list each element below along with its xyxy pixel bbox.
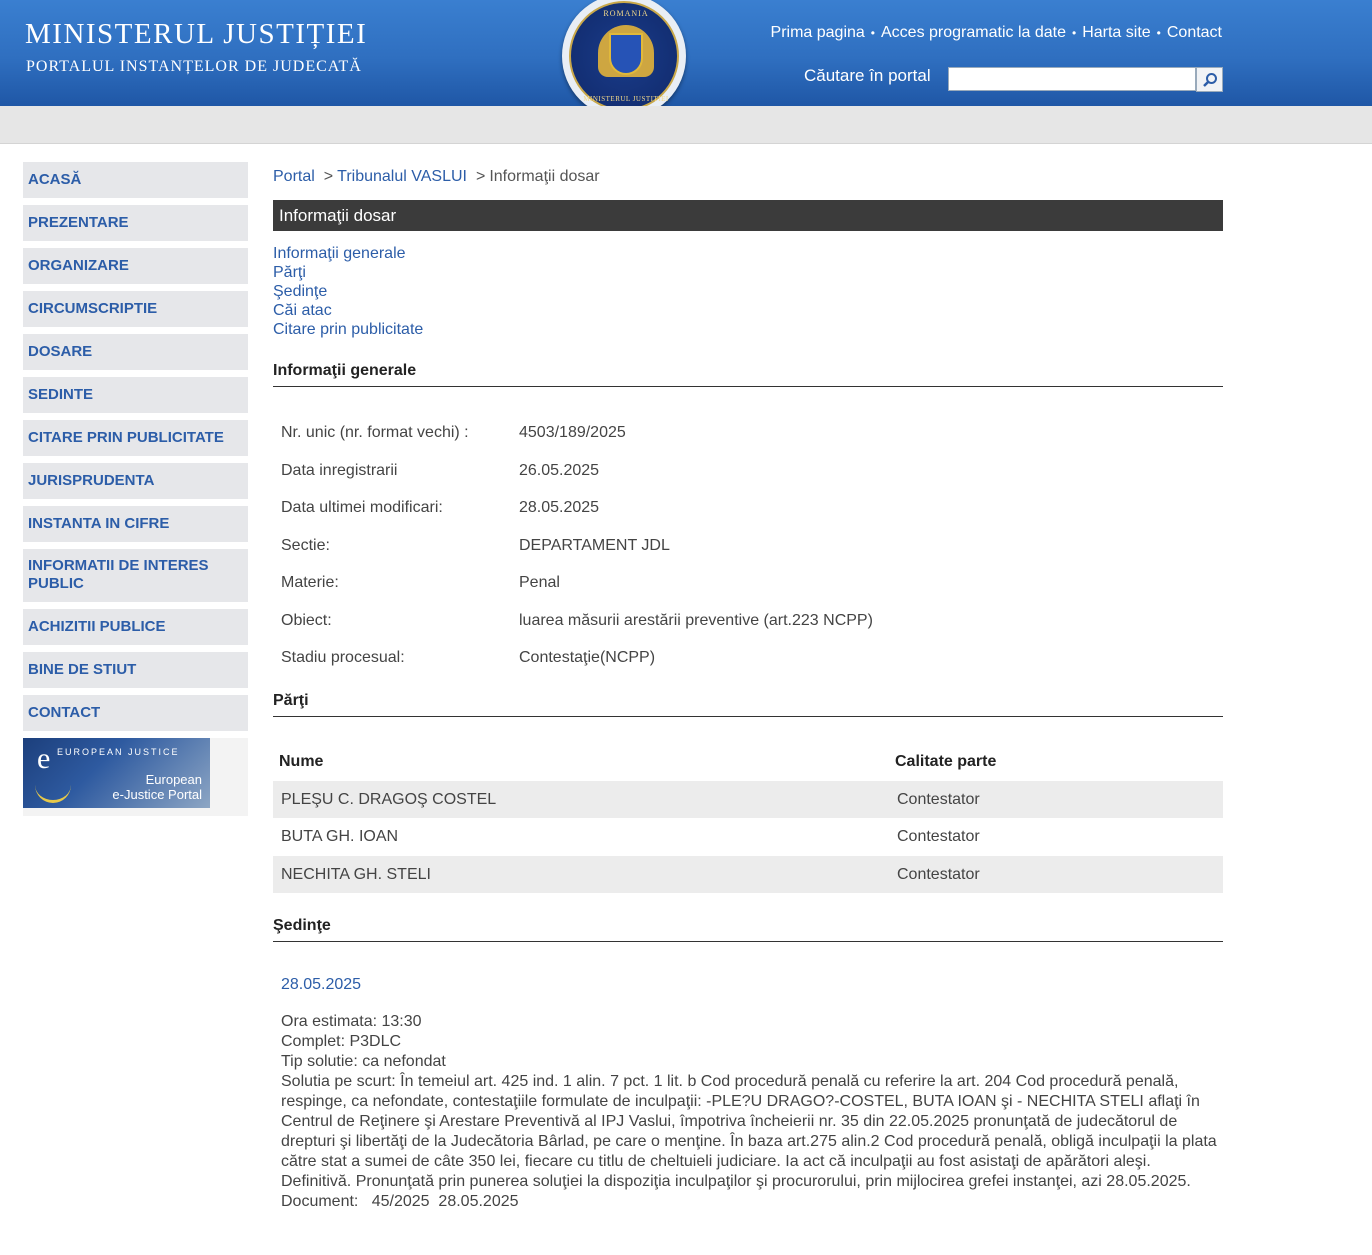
link-sedinte[interactable]: Şedinţe xyxy=(273,283,328,300)
info-label: Data inregistrarii xyxy=(281,461,398,479)
shield-icon xyxy=(609,33,643,75)
hearing-document: Document: 45/2025 28.05.2025 xyxy=(281,1193,519,1210)
party-role: Contestator xyxy=(897,828,980,845)
column-header-nume: Nume xyxy=(279,752,324,770)
sidebar-item-circumscriptie[interactable]: CIRCUMSCRIPTIE xyxy=(23,291,248,327)
sidebar-item-dosare[interactable]: DOSARE xyxy=(23,334,248,370)
nav-harta-site[interactable]: Harta site xyxy=(1082,24,1151,41)
info-label: Sectie: xyxy=(281,536,330,554)
section-heading-parti: Părţi xyxy=(273,692,1223,717)
info-label: Obiect: xyxy=(281,611,332,629)
info-value: luarea măsurii arestării preventive (art.223 NCPP) xyxy=(519,611,873,629)
nav-separator: • xyxy=(1156,26,1161,40)
sidebar-item-achizitii[interactable]: ACHIZITII PUBLICE xyxy=(23,609,248,645)
ejustice-logo-text: EUROPEAN JUSTICE xyxy=(57,747,180,757)
search-label: Căutare în portal xyxy=(804,66,931,85)
top-nav xyxy=(771,24,1222,42)
breadcrumb-separator: > xyxy=(323,168,334,185)
info-row xyxy=(273,487,1223,525)
sidebar-item-sedinte[interactable]: SEDINTE xyxy=(23,377,248,413)
info-label: Stadiu procesual: xyxy=(281,649,405,666)
nav-acces-programatic[interactable]: Acces programatic la date xyxy=(881,24,1066,41)
info-value: 28.05.2025 xyxy=(519,499,600,516)
info-row xyxy=(273,412,1223,450)
hearing-details xyxy=(281,1012,1221,1212)
column-header-calitate: Calitate parte xyxy=(895,752,997,770)
sidebar-item-bine-de-stiut[interactable]: BINE DE STIUT xyxy=(23,652,248,688)
ejustice-caption xyxy=(112,772,202,802)
info-row xyxy=(273,600,1223,638)
info-value: DEPARTAMENT JDL xyxy=(519,536,670,554)
sidebar-item-contact[interactable]: CONTACT xyxy=(23,695,248,731)
main-content xyxy=(273,168,1223,1212)
sidebar-item-prezentare[interactable]: PREZENTARE xyxy=(23,205,248,241)
info-label: Materie: xyxy=(281,574,339,591)
site-header xyxy=(0,0,1372,106)
table-row xyxy=(273,781,1223,819)
parties-table-header xyxy=(273,743,1223,781)
info-value: Contestaţie(NCPP) xyxy=(519,649,656,666)
site-title[interactable]: MINISTERUL JUSTIȚIEI xyxy=(25,18,368,50)
hearing-solution-summary: Solutia pe scurt: În temeiul art. 425 ind. 1 alin. 7 pct. 1 lit. b Cod procedură penală cu referire la art. 204 Cod procedură penală, respinge, ca nefondate, contestaţiile formulate de inculpaţii: -PLE?U DRAGO?-COSTEL, BUTA IOAN şi - NECHITA STELI aflaţi în Centrul de Reţinere şi Arestare Preventivă al IPJ Vaslui, împotriva încheierii nr. 35 din 22.05.2025 pronunţată de judecătorul de drepturi şi libertăţi de la Judecătoria Bârlad, pe care o menţine. În baza art.275 alin.2 Cod procedură penală, obligă inculpaţii la plata către stat a sumei de câte 350 lei, fiecare cu titlu de cheltuieli judiciare. Ia act că inculpaţii au fost asistaţi de apărători aleşi. Definitivă. Pronunţată prin punerea soluţiei la dispoziţia inculpaţilor şi procurorului, prin mijlocirea grefei instanţei, azi 28.05.2025. xyxy=(281,1073,1217,1190)
link-parti[interactable]: Părţi xyxy=(273,264,306,281)
info-value: Penal xyxy=(519,574,560,591)
link-citare-publicitate[interactable]: Citare prin publicitate xyxy=(273,321,424,338)
emblem-seal xyxy=(569,1,679,111)
ejustice-portal-banner[interactable] xyxy=(23,738,248,816)
info-label: Nr. unic (nr. format vechi) : xyxy=(281,424,469,441)
sidebar-item-organizare[interactable]: ORGANIZARE xyxy=(23,248,248,284)
info-row xyxy=(273,450,1223,488)
section-heading-sedinte: Şedinţe xyxy=(273,917,1223,942)
sidebar-item-citare[interactable]: CITARE PRIN PUBLICITATE xyxy=(23,420,248,456)
info-row xyxy=(273,562,1223,600)
ejustice-caption-line1: European xyxy=(145,772,202,787)
table-row xyxy=(273,818,1223,856)
emblem-text-bottom: MINISTERUL JUSTITIEI xyxy=(583,95,669,103)
breadcrumb-portal[interactable]: Portal xyxy=(273,168,315,185)
site-subtitle[interactable]: PORTALUL INSTANȚELOR DE JUDECATĂ xyxy=(26,58,362,75)
party-name: BUTA GH. IOAN xyxy=(281,828,399,845)
sidebar-item-interes-public[interactable]: INFORMATII DE INTERES PUBLIC xyxy=(23,549,248,602)
hearing-panel: Complet: P3DLC xyxy=(281,1033,402,1050)
info-row xyxy=(273,525,1223,563)
hearing-date: 28.05.2025 xyxy=(281,976,362,993)
info-value: 4503/189/2025 xyxy=(519,424,626,441)
link-informatii-generale[interactable]: Informaţii generale xyxy=(273,245,406,262)
party-role: Contestator xyxy=(897,865,980,883)
breadcrumb-current: Informaţii dosar xyxy=(489,168,600,185)
info-row xyxy=(273,637,1223,675)
ejustice-logo-e: e xyxy=(37,742,51,775)
section-links xyxy=(273,244,1223,339)
search-input[interactable] xyxy=(948,67,1196,91)
sidebar-item-instanta-in-cifre[interactable]: INSTANTA IN CIFRE xyxy=(23,506,248,542)
party-role: Contestator xyxy=(897,790,980,808)
search-button[interactable] xyxy=(1196,67,1223,92)
sidebar-item-jurisprudenta[interactable]: JURISPRUDENTA xyxy=(23,463,248,499)
breadcrumb-tribunal[interactable]: Tribunalul VASLUI xyxy=(337,168,467,185)
info-value: 26.05.2025 xyxy=(519,461,600,479)
general-info-table xyxy=(273,412,1223,675)
header-gray-band xyxy=(0,106,1372,144)
page-title: Informaţii dosar xyxy=(273,200,1223,231)
emblem-text-top: ROMANIA xyxy=(603,9,649,18)
party-name: NECHITA GH. STELI xyxy=(281,865,431,883)
hearing-solution-type: Tip solutie: ca nefondat xyxy=(281,1053,446,1070)
hearing-estimated-time: Ora estimata: 13:30 xyxy=(281,1013,422,1030)
nav-separator: • xyxy=(1071,26,1077,40)
sidebar-menu xyxy=(23,162,248,816)
nav-separator: • xyxy=(870,26,875,40)
ejustice-banner-image xyxy=(23,738,210,808)
link-cai-atac[interactable]: Căi atac xyxy=(273,302,332,319)
nav-prima-pagina[interactable]: Prima pagina xyxy=(770,24,865,41)
nav-contact[interactable]: Contact xyxy=(1166,24,1222,41)
ejustice-caption-line2: e-Justice Portal xyxy=(112,787,202,802)
breadcrumb xyxy=(273,168,1223,190)
scales-icon xyxy=(35,780,71,803)
party-name: PLEŞU C. DRAGOŞ COSTEL xyxy=(281,790,497,808)
coat-of-arms-emblem[interactable] xyxy=(562,0,686,118)
section-heading-general: Informaţii generale xyxy=(273,362,1223,387)
info-label: Data ultimei modificari: xyxy=(281,499,443,516)
sidebar-item-acasa[interactable]: ACASĂ xyxy=(23,162,248,198)
table-row xyxy=(273,856,1223,894)
search-icon xyxy=(1202,72,1218,88)
breadcrumb-separator: > xyxy=(475,168,486,185)
